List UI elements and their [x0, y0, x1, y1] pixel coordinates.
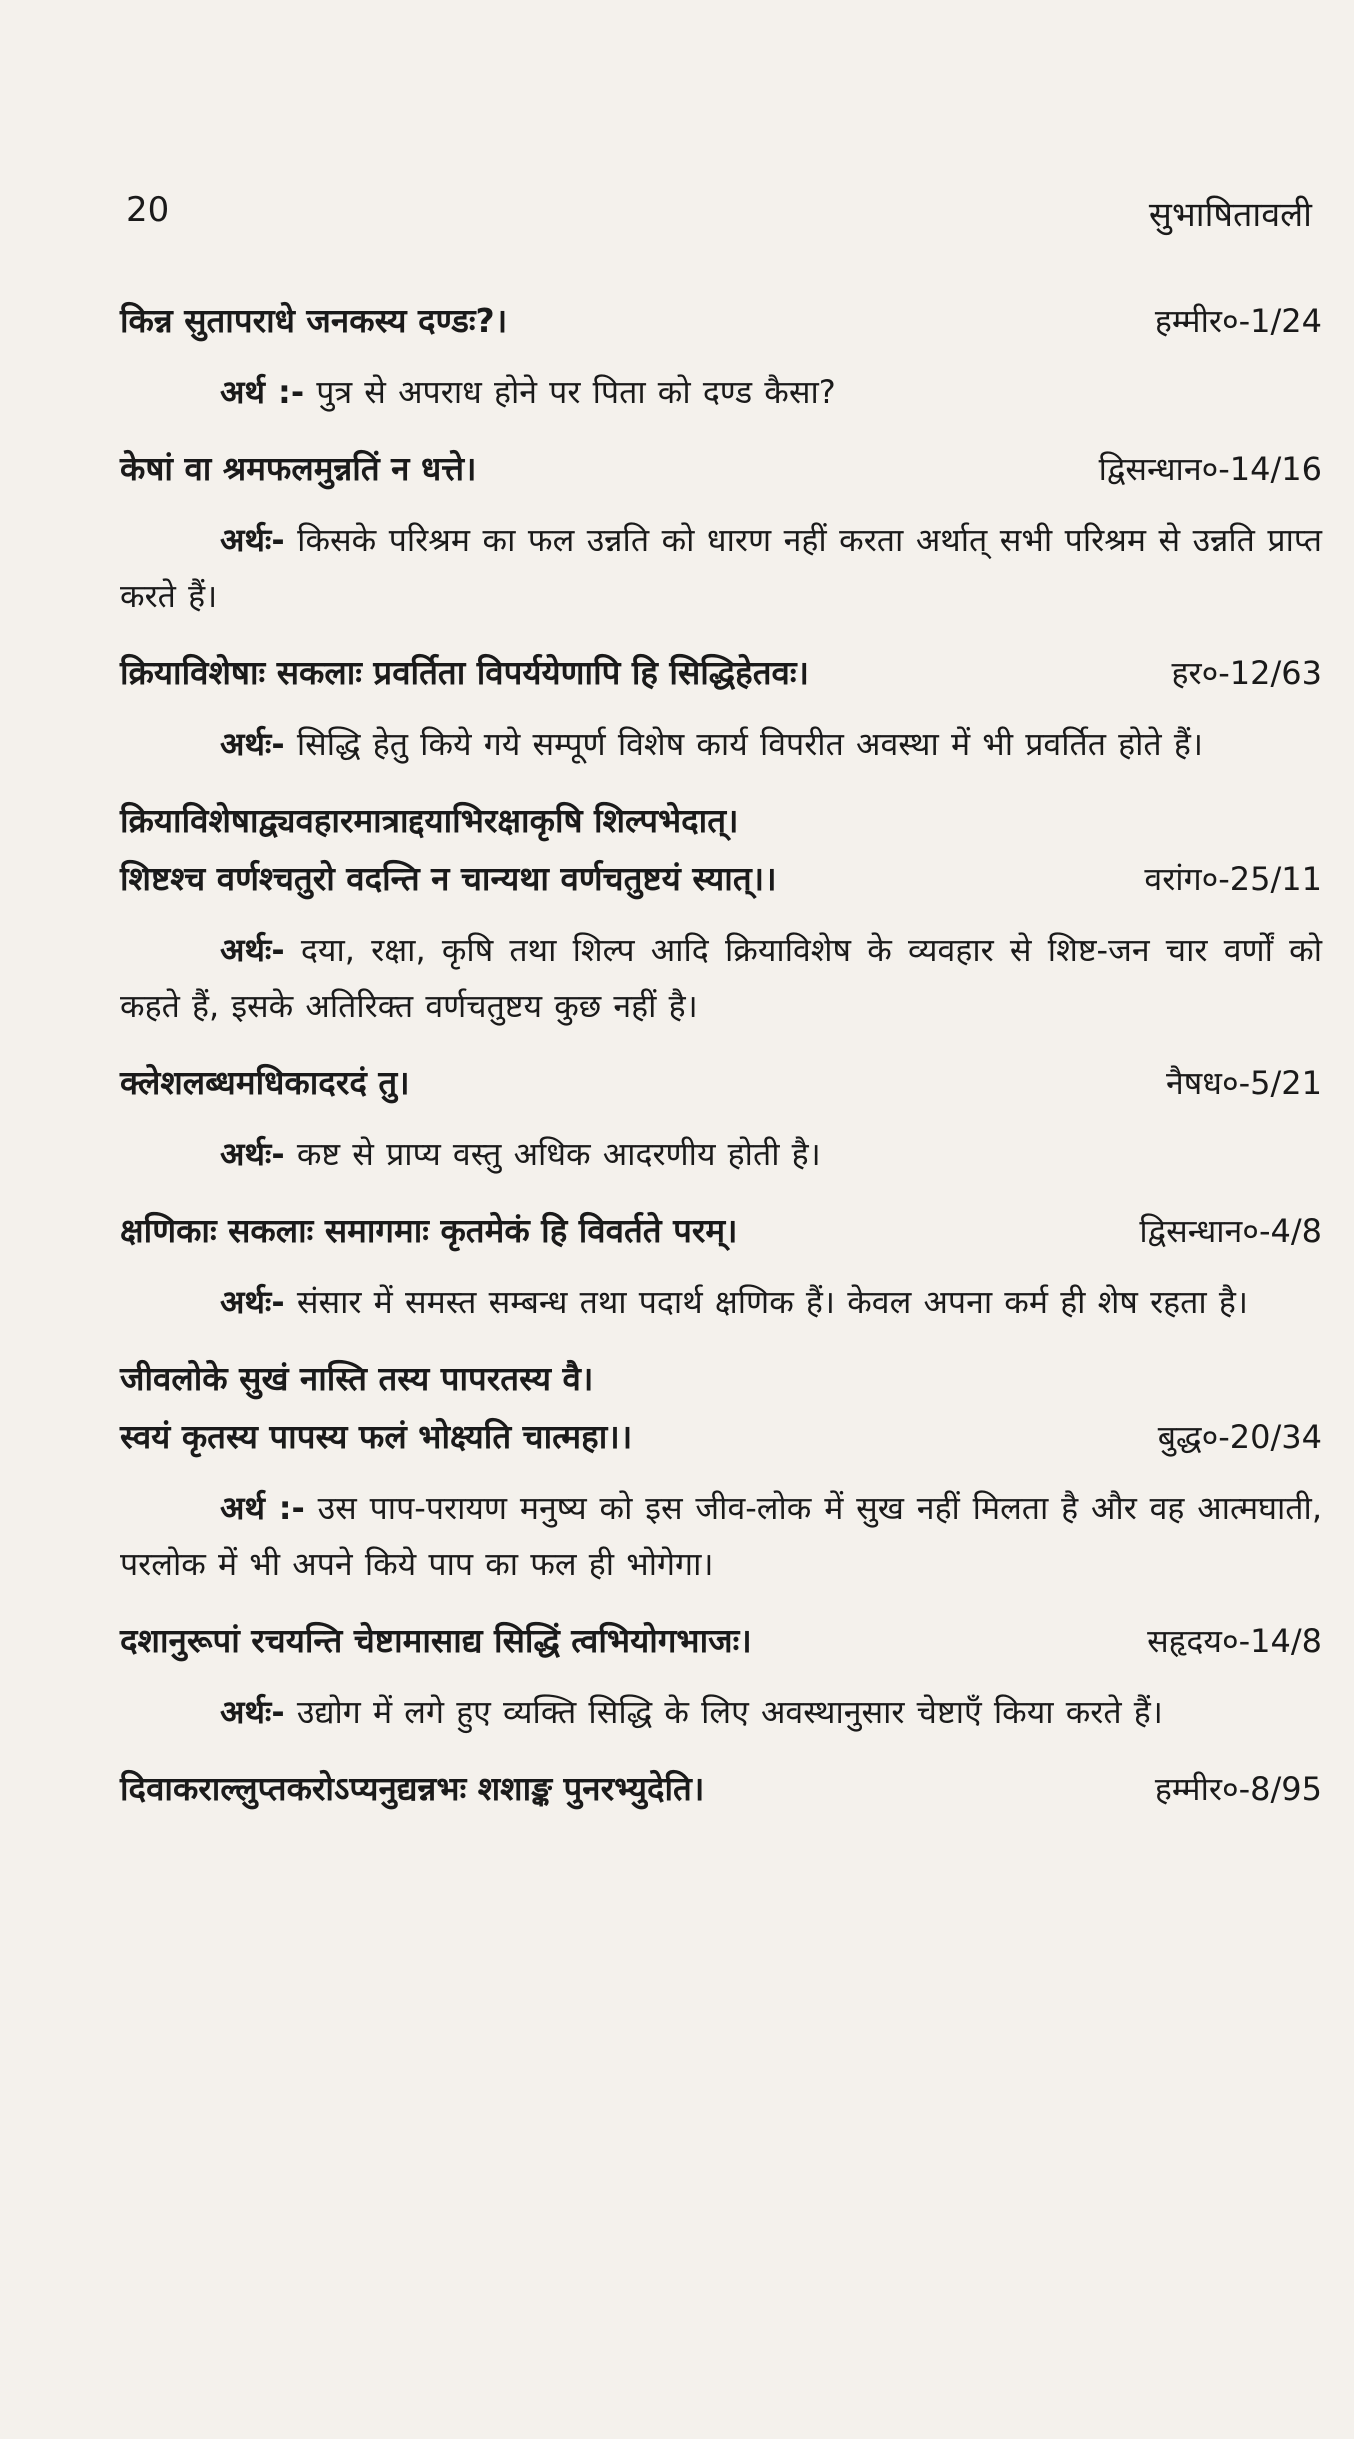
quotation-entry: [120, 644, 1322, 772]
source-reference: हम्मीर०-1/24: [1154, 302, 1322, 340]
sanskrit-verse: शिष्टश्च वर्णश्चतुरो वदन्ति न चान्यथा वर्णचतुष्टयं स्यात्।।: [120, 859, 777, 898]
sanskrit-verse: क्रियाविशेषाः सकलाः प्रवर्तिता विपर्ययेणापि हि सिद्धिहेतवः।: [120, 653, 810, 692]
source-reference: नैषध०-5/21: [1166, 1064, 1322, 1102]
verse-line: [120, 1612, 1322, 1670]
sanskrit-verse: केषां वा श्रमफलमुन्नतिं न धत्ते।: [120, 449, 477, 488]
verse-line: [120, 292, 1322, 350]
meaning-label: अर्थः-: [220, 1693, 285, 1731]
meaning-paragraph: [120, 1126, 1322, 1182]
sanskrit-verse: क्रियाविशेषाद्व्यवहारमात्राद्दयाभिरक्षाकृषि शिल्पभेदात्।: [120, 801, 739, 840]
meaning-paragraph: [120, 1480, 1322, 1592]
meaning-text: उद्योग में लगे हुए व्यक्ति सिद्धि के लिए अवस्थानुसार चेष्टाएँ किया करते हैं।: [296, 1693, 1163, 1731]
verse-line: [120, 440, 1322, 498]
meaning-paragraph: [120, 922, 1322, 1034]
meaning-text: पुत्र से अपराध होने पर पिता को दण्ड कैसा?: [316, 373, 836, 411]
meaning-text: उस पाप-परायण मनुष्य को इस जीव-लोक में सुख नहीं मिलता है और वह आत्मघाती, परलोक में भी अपने किये पाप का फल ही भोगेगा।: [120, 1489, 1322, 1583]
source-reference: द्विसन्धान०-14/16: [1098, 450, 1322, 488]
meaning-label: अर्थः-: [220, 521, 285, 559]
sanskrit-verse: क्लेशलब्धमधिकादरदं तु।: [120, 1063, 410, 1102]
meaning-label: अर्थः-: [220, 1135, 285, 1173]
quotation-entry: [120, 1612, 1322, 1740]
page-number: 20: [126, 190, 170, 230]
meaning-paragraph: [120, 512, 1322, 624]
source-reference: वरांग०-25/11: [1144, 860, 1322, 898]
verse-line: [120, 644, 1322, 702]
source-reference: द्विसन्धान०-4/8: [1139, 1212, 1322, 1250]
meaning-paragraph: [120, 1684, 1322, 1740]
page-header: [126, 190, 1312, 250]
meaning-text: संसार में समस्त सम्बन्ध तथा पदार्थ क्षणिक हैं। केवल अपना कर्म ही शेष रहता है।: [296, 1283, 1248, 1321]
quotation-entry: [120, 792, 1322, 1034]
quotation-entry: [120, 292, 1322, 420]
verse-line: [120, 1202, 1322, 1260]
meaning-paragraph: [120, 1274, 1322, 1330]
meaning-label: अर्थः-: [220, 931, 285, 969]
quotation-entry: [120, 1054, 1322, 1182]
meaning-label: अर्थः-: [220, 1283, 285, 1321]
verse-line: [120, 1350, 1322, 1408]
sanskrit-verse: दिवाकराल्लुप्तकरोऽप्यनुद्यन्नभः शशाङ्क पुनरभ्युदेति।: [120, 1769, 705, 1808]
meaning-label: अर्थ :-: [220, 1489, 305, 1527]
meaning-text: किसके परिश्रम का फल उन्नति को धारण नहीं करता अर्थात् सभी परिश्रम से उन्नति प्राप्त करते हैं।: [120, 521, 1322, 615]
meaning-text: कष्ट से प्राप्य वस्तु अधिक आदरणीय होती है।: [296, 1135, 821, 1173]
verse-line: [120, 1760, 1322, 1818]
meaning-paragraph: [120, 716, 1322, 772]
quotation-entry: [120, 1760, 1322, 1818]
meaning-label: अर्थ :-: [220, 373, 305, 411]
meaning-label: अर्थः-: [220, 725, 285, 763]
sanskrit-verse: किन्न सुतापराधे जनकस्य दण्डः?।: [120, 301, 508, 340]
sanskrit-verse: जीवलोके सुखं नास्ति तस्य पापरतस्य वै।: [120, 1359, 594, 1398]
verse-line: [120, 1408, 1322, 1466]
source-reference: हर०-12/63: [1171, 654, 1322, 692]
quotation-list: [120, 292, 1322, 1838]
running-title: सुभाषितावली: [1148, 195, 1312, 235]
source-reference: हम्मीर०-8/95: [1154, 1770, 1322, 1808]
meaning-paragraph: [120, 364, 1322, 420]
verse-line: [120, 850, 1322, 908]
sanskrit-verse: दशानुरूपां रचयन्ति चेष्टामासाद्य सिद्धिं त्वभियोगभाजः।: [120, 1621, 752, 1660]
verse-line: [120, 1054, 1322, 1112]
meaning-text: दया, रक्षा, कृषि तथा शिल्प आदि क्रियाविशेष के व्यवहार से शिष्ट-जन चार वर्णों को कहते हैं, इसके अतिरिक्त वर्णचतुष्टय कुछ नहीं है।: [120, 931, 1323, 1025]
sanskrit-verse: क्षणिकाः सकलाः समागमाः कृतमेकं हि विवर्तते परम्।: [120, 1211, 738, 1250]
quotation-entry: [120, 1202, 1322, 1330]
source-reference: सहृदय०-14/8: [1147, 1622, 1322, 1660]
sanskrit-verse: स्वयं कृतस्य पापस्य फलं भोक्ष्यति चात्महा।।: [120, 1417, 633, 1456]
quotation-entry: [120, 440, 1322, 624]
source-reference: बुद्ध०-20/34: [1157, 1418, 1322, 1456]
meaning-text: सिद्धि हेतु किये गये सम्पूर्ण विशेष कार्य विपरीत अवस्था में भी प्रवर्तित होते हैं।: [296, 725, 1203, 763]
quotation-entry: [120, 1350, 1322, 1592]
verse-line: [120, 792, 1322, 850]
